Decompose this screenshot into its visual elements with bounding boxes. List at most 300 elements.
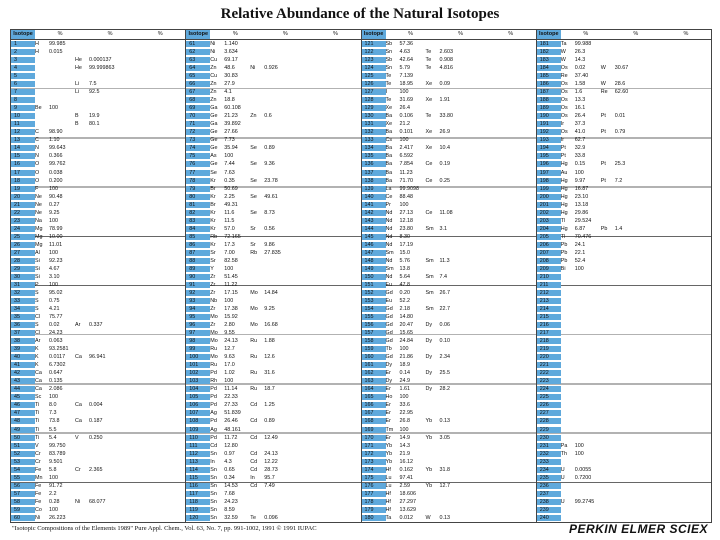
abundance: 9.25 xyxy=(264,306,275,313)
table-row xyxy=(362,474,536,482)
abundance: 9.86 xyxy=(264,241,275,248)
isotope-number: 61 xyxy=(186,41,210,47)
isotope-number: 238 xyxy=(537,499,561,505)
abundance: 24.23 xyxy=(49,330,63,337)
abundance: 0.65 xyxy=(224,466,235,473)
abundance: 2.59 xyxy=(399,482,410,489)
abundance: 92.23 xyxy=(49,257,63,264)
isotope-number: 17 xyxy=(11,170,35,176)
abundance: 1.10 xyxy=(49,137,60,144)
element-symbol: Dy xyxy=(385,362,393,369)
isotope-number: 54 xyxy=(11,467,35,473)
isotope-number: 162 xyxy=(362,370,386,376)
element-symbol: Yb xyxy=(385,450,393,457)
table-row xyxy=(537,401,711,409)
abundance: 7.49 xyxy=(264,482,275,489)
element-symbol: Nd xyxy=(385,209,393,216)
element-symbol: Pr xyxy=(385,201,391,208)
element-symbol: Ca xyxy=(35,386,42,393)
element-symbol: Th xyxy=(560,450,568,457)
element-symbol: Ca xyxy=(75,418,82,425)
isotope-number: 99 xyxy=(186,346,210,352)
isotope-number: 4 xyxy=(11,65,35,71)
isotope-number: 67 xyxy=(186,89,210,95)
isotope-number: 34 xyxy=(11,306,35,312)
abundance: 0.89 xyxy=(264,418,275,425)
table-row xyxy=(362,193,536,201)
isotope-number: 161 xyxy=(362,362,386,368)
table-row xyxy=(537,160,711,168)
table-row xyxy=(537,273,711,281)
element-symbol: Al xyxy=(35,249,40,256)
element-symbol: Os xyxy=(560,113,568,120)
abundance: 2.2 xyxy=(49,490,57,497)
isotope-number: 11 xyxy=(11,121,35,127)
element-symbol: Kr xyxy=(210,241,216,248)
isotope-number: 30 xyxy=(11,274,35,280)
element-symbol: Cd xyxy=(250,450,258,457)
header-percent: % xyxy=(232,31,238,37)
abundance: 12.7 xyxy=(439,482,450,489)
isotope-number: 55 xyxy=(11,475,35,481)
isotope-group xyxy=(11,30,186,522)
abundance: 20.47 xyxy=(399,322,413,329)
element-symbol: Er xyxy=(385,434,391,441)
abundance: 70.476 xyxy=(574,233,592,240)
table-row xyxy=(186,385,360,393)
table-row xyxy=(11,321,185,329)
element-symbol: Tl xyxy=(560,233,566,240)
isotope-number: 8 xyxy=(11,97,35,103)
table-row xyxy=(537,426,711,434)
abundance: 8.30 xyxy=(399,233,410,240)
isotope-number: 236 xyxy=(537,483,561,489)
table-row xyxy=(186,72,360,80)
abundance: 49.61 xyxy=(264,193,278,200)
abundance: 99.9098 xyxy=(399,185,419,192)
table-row xyxy=(362,64,536,72)
table-row xyxy=(362,177,536,185)
element-symbol: Se xyxy=(210,169,217,176)
abundance: 83.789 xyxy=(49,450,66,457)
element-symbol: Sn xyxy=(210,514,217,521)
abundance: 26.4 xyxy=(399,105,410,112)
abundance: 1.88 xyxy=(264,338,275,345)
isotope-number: 219 xyxy=(537,346,561,352)
isotope-number: 82 xyxy=(186,210,210,216)
element-symbol: Hg xyxy=(560,185,568,192)
element-symbol: Sm xyxy=(425,306,434,313)
abundance: 100 xyxy=(224,298,234,305)
element-symbol: Kr xyxy=(210,177,216,184)
isotope-number: 229 xyxy=(537,427,561,433)
table-row xyxy=(11,337,185,345)
abundance: 5.8 xyxy=(49,466,57,473)
abundance: 0.162 xyxy=(399,466,413,473)
table-row xyxy=(186,233,360,241)
isotope-number: 66 xyxy=(186,81,210,87)
table-row xyxy=(11,482,185,490)
abundance: 0.063 xyxy=(49,338,63,345)
isotope-number: 105 xyxy=(186,394,210,400)
element-symbol: Pb xyxy=(560,249,568,256)
isotope-number: 204 xyxy=(537,226,561,232)
isotope-number: 51 xyxy=(11,443,35,449)
abundance: 30.83 xyxy=(224,73,238,80)
abundance: 21.2 xyxy=(399,121,410,128)
isotope-number: 174 xyxy=(362,467,386,473)
table-row xyxy=(362,257,536,265)
element-symbol: Te xyxy=(385,81,392,88)
isotope-number: 231 xyxy=(537,443,561,449)
element-symbol: Cd xyxy=(250,482,258,489)
abundance: 4.21 xyxy=(49,306,60,313)
abundance: 13.18 xyxy=(574,201,589,208)
isotope-number: 124 xyxy=(362,65,386,71)
table-row xyxy=(186,249,360,257)
element-symbol: Pd xyxy=(210,386,217,393)
isotope-number: 76 xyxy=(186,161,210,167)
isotope-number: 104 xyxy=(186,386,210,392)
isotope-number: 183 xyxy=(537,57,561,63)
isotope-number: 198 xyxy=(537,178,561,184)
abundance: 0.647 xyxy=(49,370,63,377)
abundance: 12.6 xyxy=(264,354,275,361)
element-symbol: Dy xyxy=(425,370,433,377)
abundance: 100 xyxy=(49,474,58,481)
abundance: 0.366 xyxy=(49,153,63,160)
element-symbol: Rb xyxy=(250,249,258,256)
isotope-number: 29 xyxy=(11,266,35,272)
table-row xyxy=(11,289,185,297)
element-symbol: Ge xyxy=(210,145,218,152)
table-row xyxy=(537,152,711,160)
table-row xyxy=(11,345,185,353)
isotope-number: 224 xyxy=(537,386,561,392)
table-row xyxy=(537,265,711,273)
element-symbol: Zr xyxy=(210,281,216,288)
isotope-number: 87 xyxy=(186,250,210,256)
column-header xyxy=(11,30,185,40)
abundance: 28.6 xyxy=(614,81,626,88)
table-row xyxy=(186,474,360,482)
isotope-number: 10 xyxy=(11,113,35,119)
table-row xyxy=(362,169,536,177)
abundance: 13.8 xyxy=(399,265,410,272)
table-row xyxy=(537,329,711,337)
isotope-number: 180 xyxy=(362,515,386,521)
abundance: 0.97 xyxy=(224,450,235,457)
column-header xyxy=(537,30,711,40)
table-row xyxy=(11,385,185,393)
isotope-number: 199 xyxy=(537,186,561,192)
abundance: 23.78 xyxy=(264,177,278,184)
abundance: 0.10 xyxy=(439,338,450,345)
abundance: 21.23 xyxy=(224,113,238,120)
isotope-number: 132 xyxy=(362,129,386,135)
abundance: 31.8 xyxy=(439,466,450,473)
abundance: 0.015 xyxy=(49,49,63,56)
abundance: 11.23 xyxy=(399,169,413,176)
element-symbol: Cr xyxy=(75,466,81,473)
isotope-number: 239 xyxy=(537,507,561,513)
abundance: 48.6 xyxy=(224,65,235,72)
abundance: 99.999863 xyxy=(89,65,115,72)
element-symbol: Ba xyxy=(385,129,393,136)
isotope-number: 187 xyxy=(537,89,561,95)
isotope-number: 101 xyxy=(186,362,210,368)
table-row xyxy=(186,112,360,120)
isotope-number: 225 xyxy=(537,394,561,400)
table-row xyxy=(11,353,185,361)
isotope-number: 42 xyxy=(11,370,35,376)
element-symbol: Mg xyxy=(35,241,43,248)
table-row xyxy=(11,361,185,369)
abundance: 6.592 xyxy=(399,153,413,160)
abundance: 27.9 xyxy=(224,81,235,88)
table-row xyxy=(362,313,536,321)
isotope-number: 113 xyxy=(186,459,210,465)
isotope-number: 240 xyxy=(537,515,561,521)
element-symbol: Lu xyxy=(385,482,392,489)
element-symbol: Gd xyxy=(385,322,393,329)
element-symbol: Cs xyxy=(385,137,393,144)
table-row xyxy=(186,305,360,313)
table-row xyxy=(11,297,185,305)
element-symbol: Eu xyxy=(385,281,393,288)
header-percent: % xyxy=(333,31,338,37)
abundance: 32.9 xyxy=(574,145,586,152)
abundance: 7.5 xyxy=(89,81,97,88)
element-symbol: Na xyxy=(35,217,42,224)
element-symbol: Ba xyxy=(385,113,393,120)
isotope-number: 230 xyxy=(537,435,561,441)
table-row xyxy=(537,458,711,466)
abundance: 27.835 xyxy=(264,249,281,256)
abundance: 24.84 xyxy=(399,338,413,345)
isotope-number: 200 xyxy=(537,194,561,200)
isotope-number: 77 xyxy=(186,170,210,176)
element-symbol: Ar xyxy=(35,338,41,345)
table-row xyxy=(362,201,536,209)
element-symbol: Ti xyxy=(35,410,40,417)
isotope-number: 74 xyxy=(186,145,210,151)
element-symbol: Ir xyxy=(560,137,565,144)
column-header xyxy=(362,30,536,40)
table-row xyxy=(362,458,536,466)
table-row xyxy=(186,490,360,498)
isotope-number: 110 xyxy=(186,435,210,441)
abundance: 100 xyxy=(49,281,58,288)
element-symbol: Xe xyxy=(425,97,433,104)
abundance: 18.9 xyxy=(399,362,410,369)
isotope-number: 81 xyxy=(186,202,210,208)
element-symbol: Mg xyxy=(35,233,43,240)
abundance: 0.337 xyxy=(89,322,103,329)
element-symbol: Y xyxy=(210,265,214,272)
element-symbol: Kr xyxy=(210,209,216,216)
element-symbol: Ge xyxy=(210,129,218,136)
element-symbol: Rh xyxy=(210,378,218,385)
element-symbol: Ca xyxy=(35,370,42,377)
table-row xyxy=(186,128,360,136)
isotope-number: 134 xyxy=(362,145,386,151)
table-row xyxy=(186,434,360,442)
abundance: 8.73 xyxy=(264,209,275,216)
abundance: 10.4 xyxy=(439,145,450,152)
abundance: 14.3 xyxy=(399,442,410,449)
header-percent: % xyxy=(583,31,589,37)
table-row xyxy=(186,104,360,112)
element-symbol: Cd xyxy=(250,466,258,473)
element-symbol: Nb xyxy=(210,298,218,305)
element-symbol: Mg xyxy=(35,225,43,232)
abundance: 3.634 xyxy=(224,49,238,56)
abundance: 33.80 xyxy=(439,113,453,120)
isotope-number: 57 xyxy=(11,491,35,497)
abundance: 14.84 xyxy=(264,289,278,296)
table-row xyxy=(537,393,711,401)
isotope-number: 68 xyxy=(186,97,210,103)
abundance: 100 xyxy=(224,153,234,160)
abundance: 24.1 xyxy=(574,241,586,248)
isotope-number: 177 xyxy=(362,491,386,497)
table-row xyxy=(186,321,360,329)
table-row xyxy=(11,48,185,56)
element-symbol: Yb xyxy=(425,418,433,425)
isotope-number: 20 xyxy=(11,194,35,200)
isotope-number: 18 xyxy=(11,178,35,184)
table-row xyxy=(537,434,711,442)
table-row xyxy=(362,353,536,361)
abundance: 7.2 xyxy=(614,177,623,184)
element-symbol: Ne xyxy=(35,209,42,216)
abundance: 96.941 xyxy=(89,354,106,361)
isotope-number: 21 xyxy=(11,202,35,208)
abundance: 52.4 xyxy=(574,257,586,264)
isotope-number: 5 xyxy=(11,73,35,79)
abundance: 100 xyxy=(49,249,58,256)
isotope-number: 216 xyxy=(537,322,561,328)
isotope-number: 195 xyxy=(537,153,561,159)
abundance: 9.36 xyxy=(264,161,275,168)
table-row xyxy=(537,385,711,393)
abundance: 0.06 xyxy=(439,322,450,329)
isotope-number: 64 xyxy=(186,65,210,71)
table-row xyxy=(186,265,360,273)
element-symbol: Sn xyxy=(210,490,217,497)
table-row xyxy=(11,241,185,249)
element-symbol: Hg xyxy=(560,225,568,232)
abundance: 95.7 xyxy=(264,474,275,481)
isotope-number: 118 xyxy=(186,499,210,505)
isotope-number: 19 xyxy=(11,186,35,192)
isotope-number: 56 xyxy=(11,483,35,489)
isotope-number: 121 xyxy=(362,41,386,47)
table-row xyxy=(11,120,185,128)
abundance: 39.892 xyxy=(224,121,241,128)
element-symbol: Eu xyxy=(385,298,393,305)
table-row xyxy=(362,80,536,88)
element-symbol: Ru xyxy=(250,370,258,377)
abundance: 26.223 xyxy=(49,514,66,521)
table-row xyxy=(186,369,360,377)
element-symbol: Zr xyxy=(210,273,216,280)
isotope-number: 214 xyxy=(537,306,561,312)
table-row xyxy=(11,514,185,522)
table-row xyxy=(11,96,185,104)
isotope-number: 123 xyxy=(362,57,386,63)
table-row xyxy=(11,80,185,88)
table-row xyxy=(186,313,360,321)
abundance: 24.23 xyxy=(224,498,238,505)
isotope-number: 148 xyxy=(362,258,386,264)
element-symbol: Tb xyxy=(385,346,392,353)
isotope-number: 205 xyxy=(537,234,561,240)
isotope-number: 115 xyxy=(186,475,210,481)
table-row xyxy=(362,56,536,64)
element-symbol: Sm xyxy=(425,289,434,296)
abundance: 1.25 xyxy=(264,402,275,409)
element-symbol: Hg xyxy=(560,201,568,208)
abundance: 23.10 xyxy=(574,193,589,200)
abundance: 4.1 xyxy=(224,89,232,96)
abundance: 16.1 xyxy=(574,105,586,112)
element-symbol: Pd xyxy=(210,394,217,401)
abundance: 2.80 xyxy=(224,322,235,329)
abundance: 16.87 xyxy=(574,185,589,192)
table-row xyxy=(11,233,185,241)
element-symbol: Nd xyxy=(385,257,393,264)
element-symbol: Kr xyxy=(210,225,216,232)
isotope-number: 220 xyxy=(537,354,561,360)
abundance: 35.94 xyxy=(224,145,238,152)
element-symbol: Hf xyxy=(385,466,391,473)
isotope-number: 207 xyxy=(537,250,561,256)
element-symbol: Ga xyxy=(210,105,218,112)
isotope-number: 139 xyxy=(362,186,386,192)
element-symbol: K xyxy=(35,354,39,361)
isotope-number: 75 xyxy=(186,153,210,159)
table-row xyxy=(362,369,536,377)
abundance: 100 xyxy=(399,137,409,144)
table-row xyxy=(186,482,360,490)
element-symbol: Hf xyxy=(385,490,391,497)
isotope-number: 32 xyxy=(11,290,35,296)
table-row xyxy=(11,329,185,337)
element-symbol: Cd xyxy=(250,418,258,425)
abundance: 100 xyxy=(224,378,234,385)
element-symbol: Cu xyxy=(210,57,218,64)
isotope-number: 50 xyxy=(11,435,35,441)
element-symbol: Cd xyxy=(250,434,258,441)
isotope-number: 155 xyxy=(362,314,386,320)
element-symbol: In xyxy=(210,458,215,465)
isotope-number: 193 xyxy=(537,137,561,143)
table-row xyxy=(537,498,711,506)
abundance: 28.73 xyxy=(264,466,278,473)
header-percent: % xyxy=(282,31,288,37)
element-symbol: Gd xyxy=(385,306,393,313)
isotope-number: 164 xyxy=(362,386,386,392)
table-row xyxy=(362,434,536,442)
table-row xyxy=(11,136,185,144)
isotope-number: 46 xyxy=(11,402,35,408)
element-symbol: Tm xyxy=(385,426,394,433)
table-row xyxy=(11,56,185,64)
isotope-number: 156 xyxy=(362,322,386,328)
isotope-number: 201 xyxy=(537,202,561,208)
